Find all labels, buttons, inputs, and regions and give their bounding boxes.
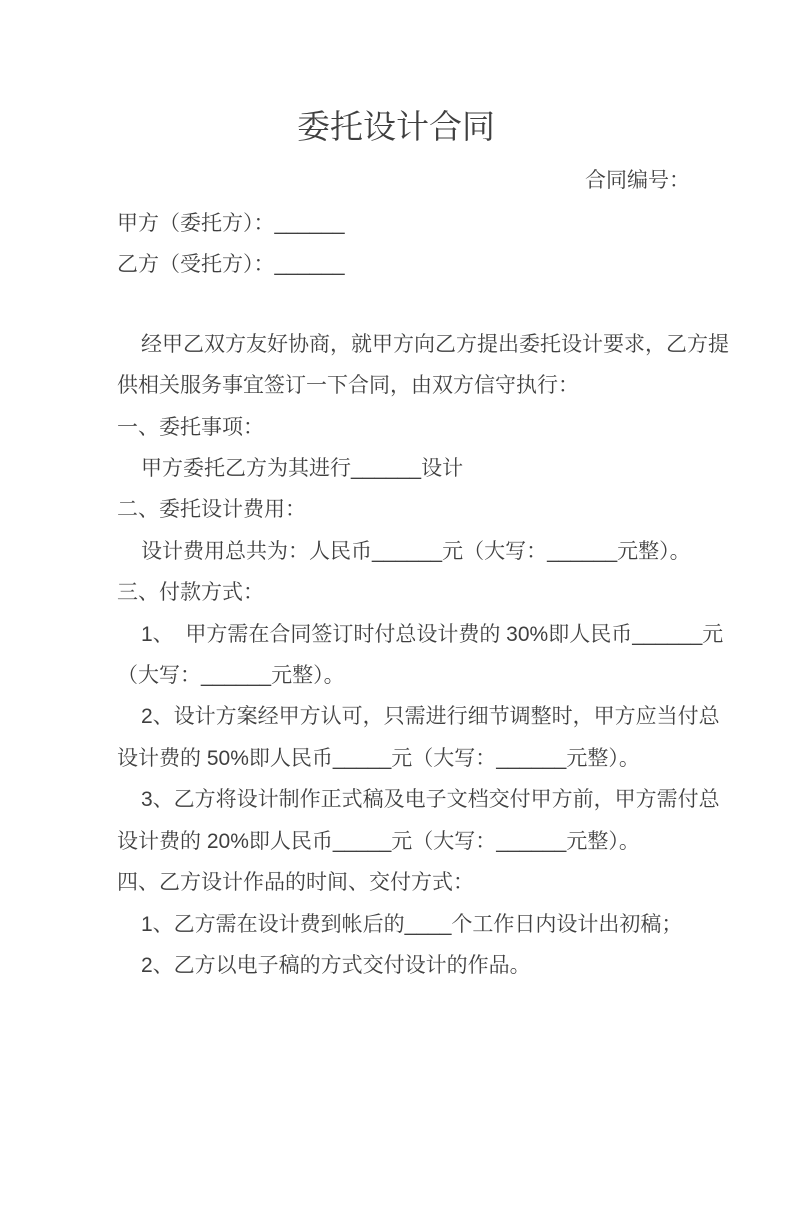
contract-line: 1、乙方需在设计费到帐后的____个工作日内设计出初稿； xyxy=(141,912,683,936)
contract-line: 3、乙方将设计制作正式稿及电子文档交付甲方前，甲方需付总 xyxy=(141,788,720,812)
contract-line: 设计费的 50%即人民币_____元（大写：______元整）。 xyxy=(117,746,640,770)
contract-document-page xyxy=(0,106,792,1226)
contract-line: 设计费用总共为：人民币______元（大写：______元整）。 xyxy=(141,539,691,563)
contract-line: 设计费的 20%即人民币_____元（大写：______元整）。 xyxy=(117,829,640,853)
contract-body xyxy=(117,324,729,987)
contract-line: （大写：______元整）。 xyxy=(117,664,345,688)
party-b-line: 乙方（受托方）：______ xyxy=(117,253,345,277)
contract-line: 2、乙方以电子稿的方式交付设计的作品。 xyxy=(141,953,531,977)
document-title: 委托设计合同 xyxy=(297,108,495,145)
contract-line: 2、设计方案经甲方认可，只需进行细节调整时，甲方应当付总 xyxy=(141,705,720,729)
contract-line: 一、委托事项： xyxy=(117,415,264,439)
party-a-line: 甲方（委托方）：______ xyxy=(117,212,345,235)
party-block xyxy=(117,203,675,286)
contract-line: 1、 甲方需在合同签订时付总设计费的 30%即人民币______元 xyxy=(141,622,724,646)
contract-number-label: 合同编号： xyxy=(585,169,690,192)
contract-line: 二、委托设计费用： xyxy=(117,498,306,522)
contract-line: 经甲乙双方友好协商，就甲方向乙方提出委托设计要求，乙方提 xyxy=(141,332,729,356)
contract-line: 供相关服务事宜签订一下合同，由双方信守执行： xyxy=(117,374,579,398)
contract-line: 四、乙方设计作品的时间、交付方式： xyxy=(117,871,474,895)
contract-line: 三、付款方式： xyxy=(117,581,264,605)
contract-line: 甲方委托乙方为其进行______设计 xyxy=(141,457,464,481)
